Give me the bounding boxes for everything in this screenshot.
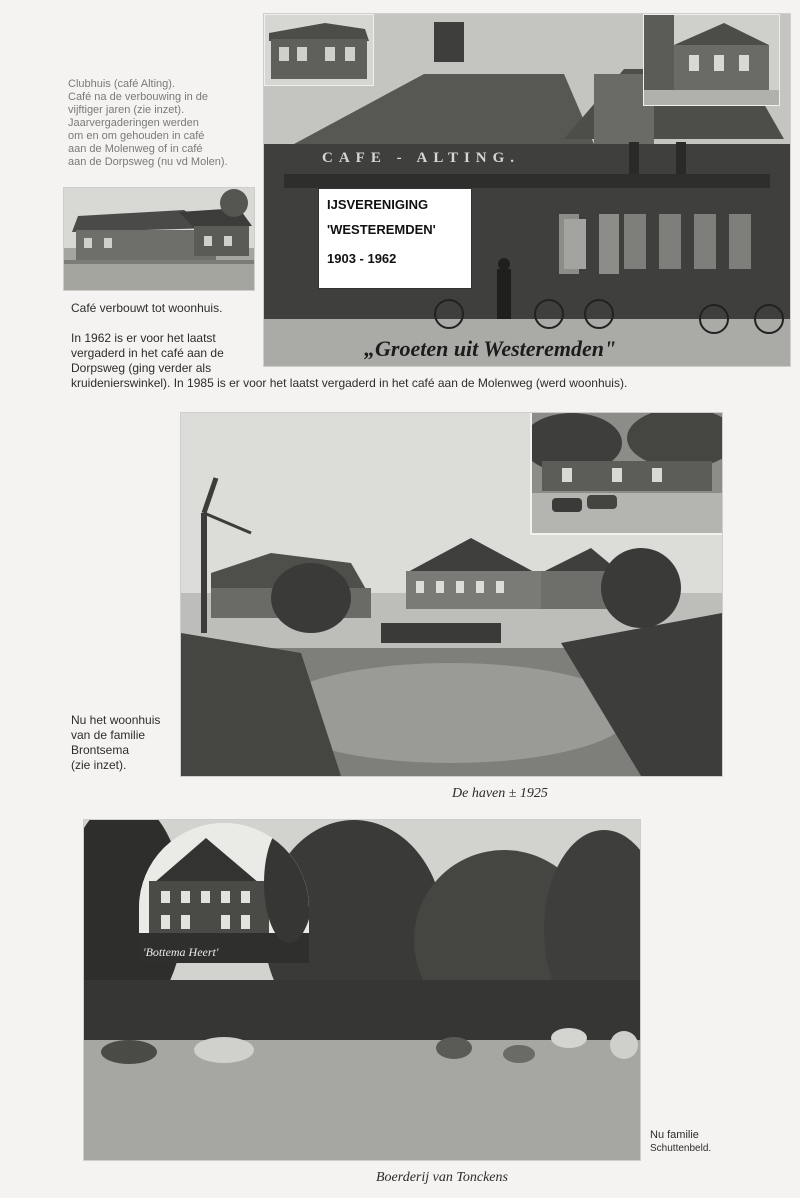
bottema-heert-label: 'Bottema Heert' bbox=[143, 945, 219, 959]
caption-line: Café na de verbouwing in de bbox=[68, 91, 209, 103]
haven-photo bbox=[181, 413, 722, 776]
caption-line: Nu familie bbox=[650, 1129, 699, 1141]
history-line: In 1962 is er voor het laatst bbox=[71, 331, 216, 345]
history-line: kruidenierswinkel). In 1985 is er voor het laatst vergaderd in het café aan de Molenweg (werd woonhuis). bbox=[71, 376, 628, 390]
brontsema-caption bbox=[71, 713, 181, 773]
caption-line: aan de Dorpsweg (nu vd Molen). bbox=[68, 156, 228, 168]
cafe-converted-photo bbox=[64, 188, 254, 290]
history-line: Dorpsweg (ging verder als bbox=[71, 361, 212, 375]
haven-caption: De haven ± 1925 bbox=[452, 786, 548, 801]
boerderij-caption: Boerderij van Tonckens bbox=[376, 1170, 508, 1185]
caption-line: aan de Molenweg of in café bbox=[68, 143, 203, 155]
schuttenbeld-caption bbox=[650, 1129, 711, 1155]
cafe-alting-postcard bbox=[264, 14, 790, 366]
clubhuis-caption bbox=[68, 78, 268, 169]
caption-line: om en om gehouden in café bbox=[68, 130, 205, 142]
history-line: vergaderd in het café aan de bbox=[71, 346, 224, 360]
caption-line: van de familie bbox=[71, 728, 146, 742]
boerderij-photo bbox=[84, 820, 640, 1160]
caption-line: Jaarvergaderingen werden bbox=[68, 117, 199, 129]
caption-line: Clubhuis (café Alting). bbox=[68, 78, 175, 90]
caption-line: Nu het woonhuis bbox=[71, 713, 161, 727]
cafe-sign: CAFE - ALTING. bbox=[322, 150, 521, 166]
caption-line: vijftiger jaren (zie inzet). bbox=[68, 104, 185, 116]
cafe-inset-photo-left bbox=[264, 14, 374, 86]
club-years: 1903 - 1962 bbox=[327, 251, 397, 266]
postcard-caption: „Groeten uit Westeremden" bbox=[364, 336, 617, 361]
club-name-line1: IJSVERENIGING bbox=[327, 197, 429, 212]
club-name-line2: 'WESTEREMDEN' bbox=[327, 222, 436, 237]
club-name-box bbox=[318, 188, 472, 289]
cafe-inset-photo-right bbox=[643, 14, 780, 106]
caption-line: Brontsema bbox=[71, 743, 130, 757]
caption-line: Schuttenbeld. bbox=[650, 1143, 712, 1154]
caption-line: (zie inzet). bbox=[71, 758, 127, 772]
woonhuis-caption: Café verbouwt tot woonhuis. bbox=[71, 301, 223, 315]
brontsema-inset-photo bbox=[530, 413, 722, 535]
